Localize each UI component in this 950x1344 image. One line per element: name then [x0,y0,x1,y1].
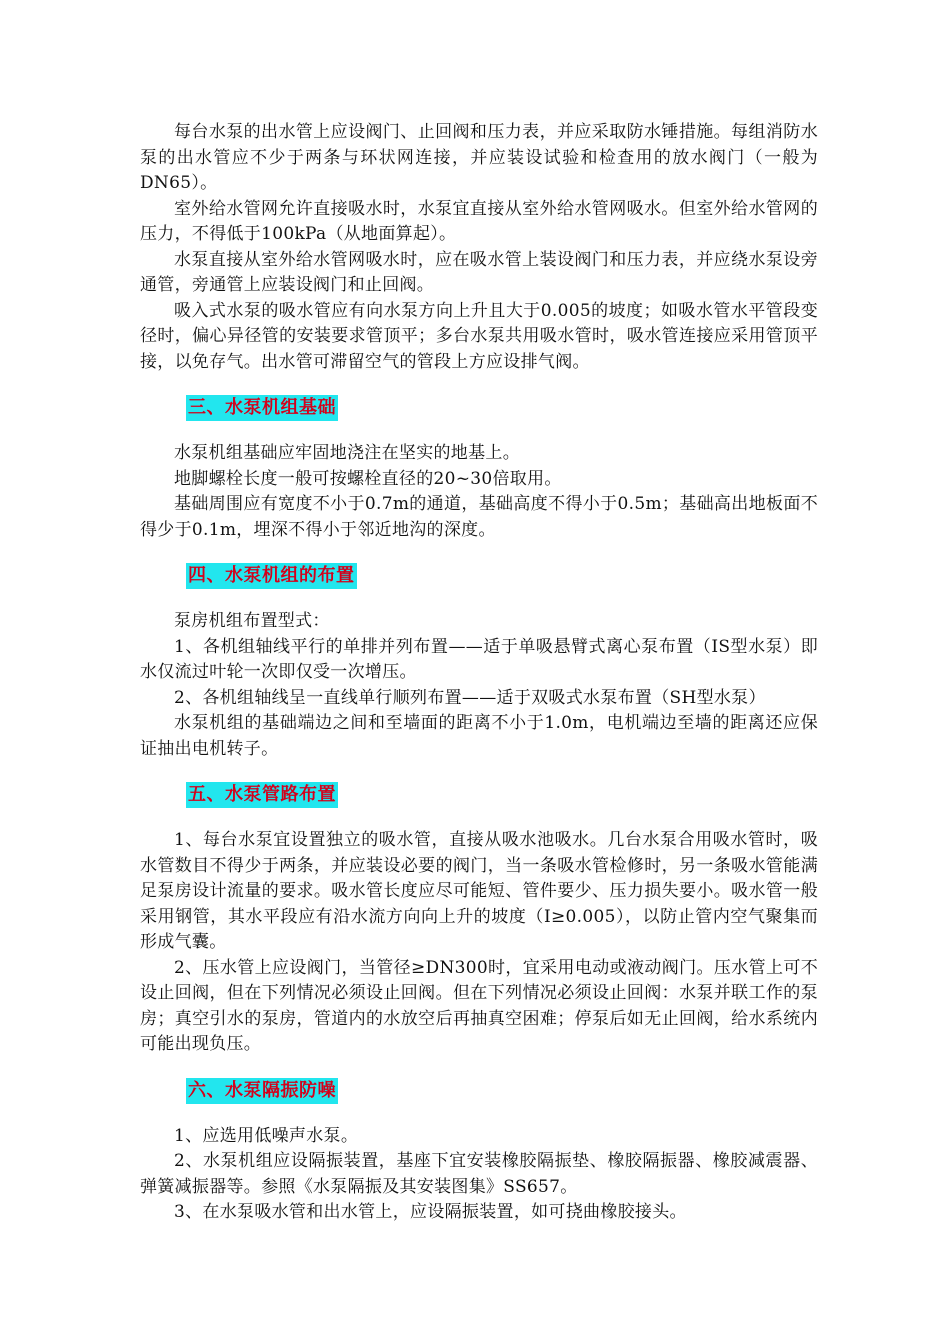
paragraph: 水泵直接从室外给水管网吸水时，应在吸水管上装设阀门和压力表，并应绕水泵设旁通管，旁通管上应装设阀门和止回阀。 [140,249,818,295]
paragraph: 基础周围应有宽度不小于0.7m的通道，基础高度不得小于0.5m；基础高出地板面不得少于0.1m，埋深不得小于邻近地沟的深度。 [140,494,818,540]
section-heading-6 [186,1078,818,1104]
paragraph: 泵房机组布置型式： [174,611,330,631]
section-title: 四、水泵机组的布置 [186,563,357,589]
paragraph: 2、水泵机组应设隔振装置，基座下宜安装橡胶隔振垫、橡胶隔振器、橡胶减震器、弹簧减振器等。参照《水泵隔振及其安装图集》SS657。 [140,1151,818,1197]
paragraph: 1、应选用低噪声水泵。 [174,1125,359,1146]
section-heading-4 [186,563,818,589]
paragraph: 水泵机组基础应牢固地浇注在坚实的地基上。 [174,443,520,463]
paragraph: 吸入式水泵的吸水管应有向水泵方向上升且大于0.005的坡度；如吸水管水平管段变径时，偏心异径管的安装要求管顶平；多台水泵共用吸水管时，吸水管连接应采用管顶平接，以免存气。出水管可滞留空气的管段上方应设排气阀。 [140,300,818,372]
paragraph: 2、各机组轴线呈一直线单行顺列布置——适于双吸式水泵布置（SH型水泵） [174,687,766,708]
intro-section [140,120,818,375]
paragraph: 1、每台水泵宜设置独立的吸水管，直接从吸水池吸水。几台水泵合用吸水管时，吸水管数目不得少于两条，并应装设必要的阀门，当一条吸水管检修时，另一条吸水管能满足泵房设计流量的要求。吸水管长度应尽可能短、管件要少、压力损失要小。吸水管一般采用钢管，其水平段应有沿水流方向向上升的坡度（I≥0.005），以防止管内空气聚集而形成气囊。 [140,830,818,952]
paragraph: 水泵机组的基础端边之间和至墙面的距离不小于1.0m，电机端边至墙的距离还应保证抽出电机转子。 [140,713,818,759]
section-title: 五、水泵管路布置 [186,782,338,808]
section-title: 六、水泵隔振防噪 [186,1078,338,1104]
paragraph: 2、压水管上应设阀门，当管径≥DN300时，宜采用电动或液动阀门。压水管上可不设止回阀，但在下列情况必须设止回阀。但在下列情况必须设止回阀：水泵并联工作的泵房；真空引水的泵房，管道内的水放空后再抽真空困难；停泵后如无止回阀，给水系统内可能出现负压。 [140,957,818,1054]
paragraph: 室外给水管网允许直接吸水时，水泵宜直接从室外给水管网吸水。但室外给水管网的压力，不得低于100kPa（从地面算起）。 [140,198,818,244]
section-heading-5 [186,782,818,808]
paragraph: 3、在水泵吸水管和出水管上，应设隔振装置，如可挠曲橡胶接头。 [174,1202,687,1222]
paragraph: 1、各机组轴线平行的单排并列布置——适于单吸悬臂式离心泵布置（IS型水泵）即水仅流过叶轮一次即仅受一次增压。 [140,636,818,682]
section-4 [140,609,818,762]
paragraph: 每台水泵的出水管上应设阀门、止回阀和压力表，并应采取防水锤措施。每组消防水泵的出水管应不少于两条与环状网连接，并应装设试验和检查用的放水阀门（一般为DN65）。 [140,122,818,193]
section-3 [140,441,818,543]
document-page [140,120,818,1226]
section-heading-3 [186,395,818,421]
section-title: 三、水泵机组基础 [186,395,338,421]
section-6 [140,1124,818,1226]
section-5 [140,828,818,1058]
paragraph: 地脚螺栓长度一般可按螺栓直径的20~30倍取用。 [174,468,562,489]
